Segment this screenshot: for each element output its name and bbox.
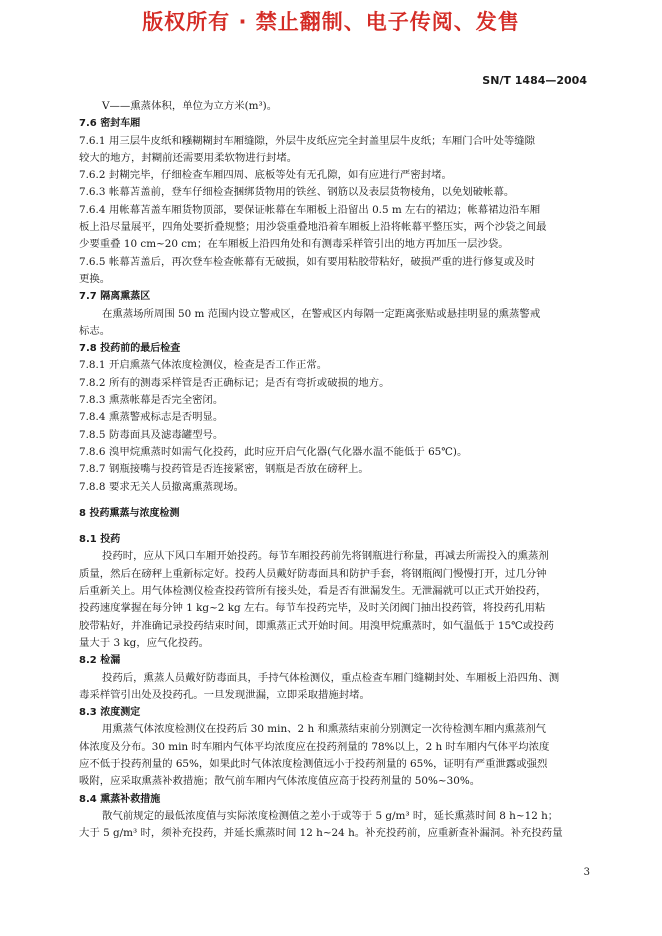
standard-number: SN/T 1484—2004 xyxy=(482,74,587,87)
para-8-1-cont: 质量，然后在磅秤上重新标定好。投药人员戴好防毒面具和防护手套，将钢瓶阀门慢慢打开，过几分钟 xyxy=(79,567,547,580)
para-8-4-cont: 大于 5 g/m³ 时，须补充投药，并延长熏蒸时间 12 h~24 h。补充投药前，应重新查补漏洞。补充投药量 xyxy=(79,827,563,840)
document-body xyxy=(79,98,589,842)
para-8-1: 投药时，应从下风口车厢开始投药。每节车厢投药前先将钢瓶进行称量，再减去所需投入的熏蒸剂 xyxy=(102,550,549,563)
para-8-3-cont: 吸附，应采取熏蒸补救措施；散气前车厢内气体浓度值应高于投药剂量的 50%~30%。 xyxy=(79,775,481,788)
para-8-3-cont: 应不低于投药剂量的 65%，如果此时气体浓度检测值远小于投药剂量的 65%，证明有严重泄露或强烈 xyxy=(79,757,548,770)
para-7-8-4: 7.8.4 熏蒸警戒标志是否明显。 xyxy=(79,411,224,424)
para-8-1-cont: 后重新关上。用气体检测仪检查投药管所有接头处，看是否有泄漏发生。无泄漏就可以正式开始投药， xyxy=(79,585,547,598)
para-8-1-cont: 胶带粘好，并准确记录投药结束时间，即熏蒸正式开始时间。用溴甲烷熏蒸时，如气温低于 15℃或投药 xyxy=(79,619,554,632)
para-7-6-1-cont: 较大的地方，封糊前还需要用柔软物进行封堵。 xyxy=(79,151,298,164)
para-7-6-3: 7.6.3 帐幕苫盖前，登车仔细检查捆绑货物用的铁丝、钢筋以及表层货物棱角，以免划破帐幕。 xyxy=(79,186,515,199)
para-7-6-1: 7.6.1 用三层牛皮纸和糨糊糊封车厢缝隙，外层牛皮纸应完全封盖里层牛皮纸；车厢门合叶处等缝隙 xyxy=(79,134,536,147)
para-7-8-8: 7.8.8 要求无关人员撤离熏蒸现场。 xyxy=(79,480,245,493)
para-7-6-4: 7.6.4 用帐幕苫盖车厢货物顶部，要保证帐幕在车厢板上沿留出 0.5 m 左右的裙边；帐幕裙边沿车厢 xyxy=(79,203,541,216)
heading-8-2: 8.2 检漏 xyxy=(79,655,121,667)
para-8-3: 用熏蒸气体浓度检测仪在投药后 30 min、2 h 和熏蒸结束前分别测定一次待检测车厢内熏蒸剂气 xyxy=(102,723,547,736)
heading-8-3: 8.3 浓度测定 xyxy=(79,707,141,719)
para-7-7: 在熏蒸场所周围 50 m 范围内设立警戒区，在警戒区内每隔一定距离张贴或悬挂明显的熏蒸警戒 xyxy=(102,307,541,320)
para-7-6-4-cont: 板上沿尽量展平，四角处要折叠规整；用沙袋重叠地沿着车厢板上沿将帐幕平整压实，两个沙袋之间最 xyxy=(79,221,547,234)
para-8-3-cont: 体浓度及分布。30 min 时车厢内气体平均浓度应在投药剂量的 78%以上，2 h 时车厢内气体平均浓度 xyxy=(79,740,550,753)
para-8-1-cont: 投药速度掌握在每分钟 1 kg~2 kg 左右。每节车投药完毕，及时关闭阀门抽出投药管，将投药孔用粘 xyxy=(79,602,546,615)
para-7-8-7: 7.8.7 钢瓶接嘴与投药管是否连接紧密，钢瓶是否放在磅秤上。 xyxy=(79,463,369,476)
heading-7-8: 7.8 投药前的最后检查 xyxy=(79,343,181,355)
para-7-6-5: 7.6.5 帐幕苫盖后，再次登车检查帐幕有无破损，如有要用粘胶带粘好，破损严重的进行修复或及时 xyxy=(79,255,536,268)
para-7-7-cont: 标志。 xyxy=(79,324,111,337)
para-7-8-1: 7.8.1 开启熏蒸气体浓度检测仪，检查是否工作正常。 xyxy=(79,359,328,372)
heading-7-6: 7.6 密封车厢 xyxy=(79,118,141,130)
para-7-8-3: 7.8.3 熏蒸帐幕是否完全密闭。 xyxy=(79,394,224,407)
heading-8-4: 8.4 熏蒸补救措施 xyxy=(79,793,161,805)
variable-definition: V——熏蒸体积，单位为立方米(m³)。 xyxy=(102,100,278,112)
para-7-6-4-cont: 少要重叠 10 cm~20 cm；在车厢板上沿四角处和有测毒采样管引出的地方再加压一层沙袋。 xyxy=(79,238,509,251)
para-7-6-5-cont: 更换。 xyxy=(79,272,111,285)
para-7-8-2: 7.8.2 所有的测毒采样管是否正确标记；是否有弯折或破损的地方。 xyxy=(79,376,390,389)
heading-7-7: 7.7 隔离熏蒸区 xyxy=(79,291,151,303)
para-8-1-cont: 量大于 3 kg，应气化投药。 xyxy=(79,636,210,649)
para-7-8-5: 7.8.5 防毒面具及滤毒罐型号。 xyxy=(79,428,224,441)
para-8-2-cont: 毒采样管引出处及投药孔。一旦发现泄漏，立即采取措施封堵。 xyxy=(79,688,370,701)
para-7-6-2: 7.6.2 封糊完毕，仔细检查车厢四周、底板等处有无孔隙，如有应进行严密封堵。 xyxy=(79,169,452,182)
para-8-2: 投药后，熏蒸人员戴好防毒面具，手持气体检测仪，重点检查车厢门缝糊封处、车厢板上沿四角、测 xyxy=(102,671,560,684)
copyright-watermark: 版权所有 · 禁止翻制、电子传阅、发售 xyxy=(142,10,520,34)
heading-8-1: 8.1 投药 xyxy=(79,534,121,546)
para-8-4: 散气前规定的最低浓度值与实际浓度检测值之差小于或等于 5 g/m³ 时，延长熏蒸时间 8 h~12 h； xyxy=(102,809,559,822)
heading-8: 8 投药熏蒸与浓度检测 xyxy=(79,507,180,519)
para-7-8-6: 7.8.6 溴甲烷熏蒸时如需气化投药，此时应开启气化器(气化器水温不能低于 65℃)。 xyxy=(79,445,468,458)
page-number: 3 xyxy=(583,867,590,878)
